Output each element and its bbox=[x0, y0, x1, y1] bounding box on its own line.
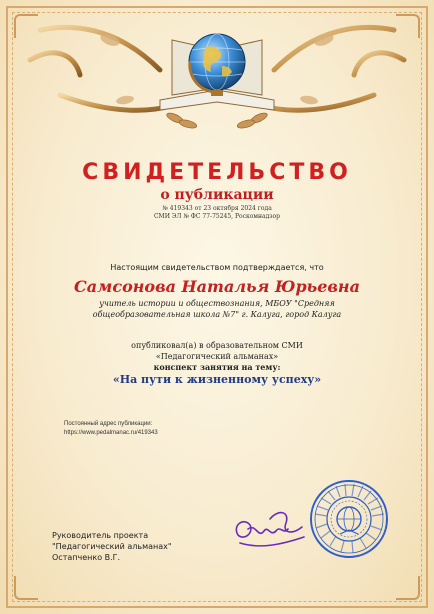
round-seal-icon bbox=[308, 478, 390, 560]
publication-address bbox=[64, 420, 158, 438]
certificate-title: СВИДЕТЕЛЬСТВО bbox=[82, 160, 352, 185]
publication-topic: «На пути к жизненному успеху» bbox=[112, 373, 322, 386]
recipient-name: Самсонова Наталья Юрьевна bbox=[74, 277, 360, 296]
address-label: Постоянный адрес публикации: bbox=[64, 421, 153, 427]
publication-line: опубликовал(а) в образовательном СМИ bbox=[131, 341, 303, 350]
address-url[interactable]: https://www.pedalmanac.ru/419343 bbox=[64, 430, 158, 436]
signer-name: Остапченко В.Г. bbox=[52, 553, 121, 562]
globe-book-laurel-icon bbox=[0, 0, 434, 150]
confirm-text: Настоящим свидетельством подтверждается, что bbox=[110, 263, 324, 272]
corner-ornament bbox=[396, 576, 420, 600]
registry-info: СМИ ЭЛ № ФС 77-75245, Роскомнадзор bbox=[153, 213, 281, 220]
position-line: общеобразовательная школа №7" г. Калуга, город Калуга bbox=[92, 310, 342, 319]
corner-ornament bbox=[14, 576, 38, 600]
signer-block bbox=[52, 530, 172, 563]
certificate-number: № 419343 от 23 октября 2024 года bbox=[162, 205, 272, 212]
publication-info bbox=[0, 340, 434, 373]
publication-type: конспект занятия на тему: bbox=[153, 362, 281, 372]
certificate-subtitle: о публикации bbox=[160, 187, 274, 203]
publication-journal: «Педагогический альманах» bbox=[155, 352, 279, 361]
signer-project: "Педагогический альманах" bbox=[52, 542, 172, 551]
position-line: учитель истории и обществознания, МБОУ "Средняя bbox=[99, 299, 335, 308]
signer-role: Руководитель проекта bbox=[52, 531, 149, 540]
handwritten-signature-icon bbox=[230, 505, 310, 555]
recipient-position bbox=[0, 298, 434, 320]
